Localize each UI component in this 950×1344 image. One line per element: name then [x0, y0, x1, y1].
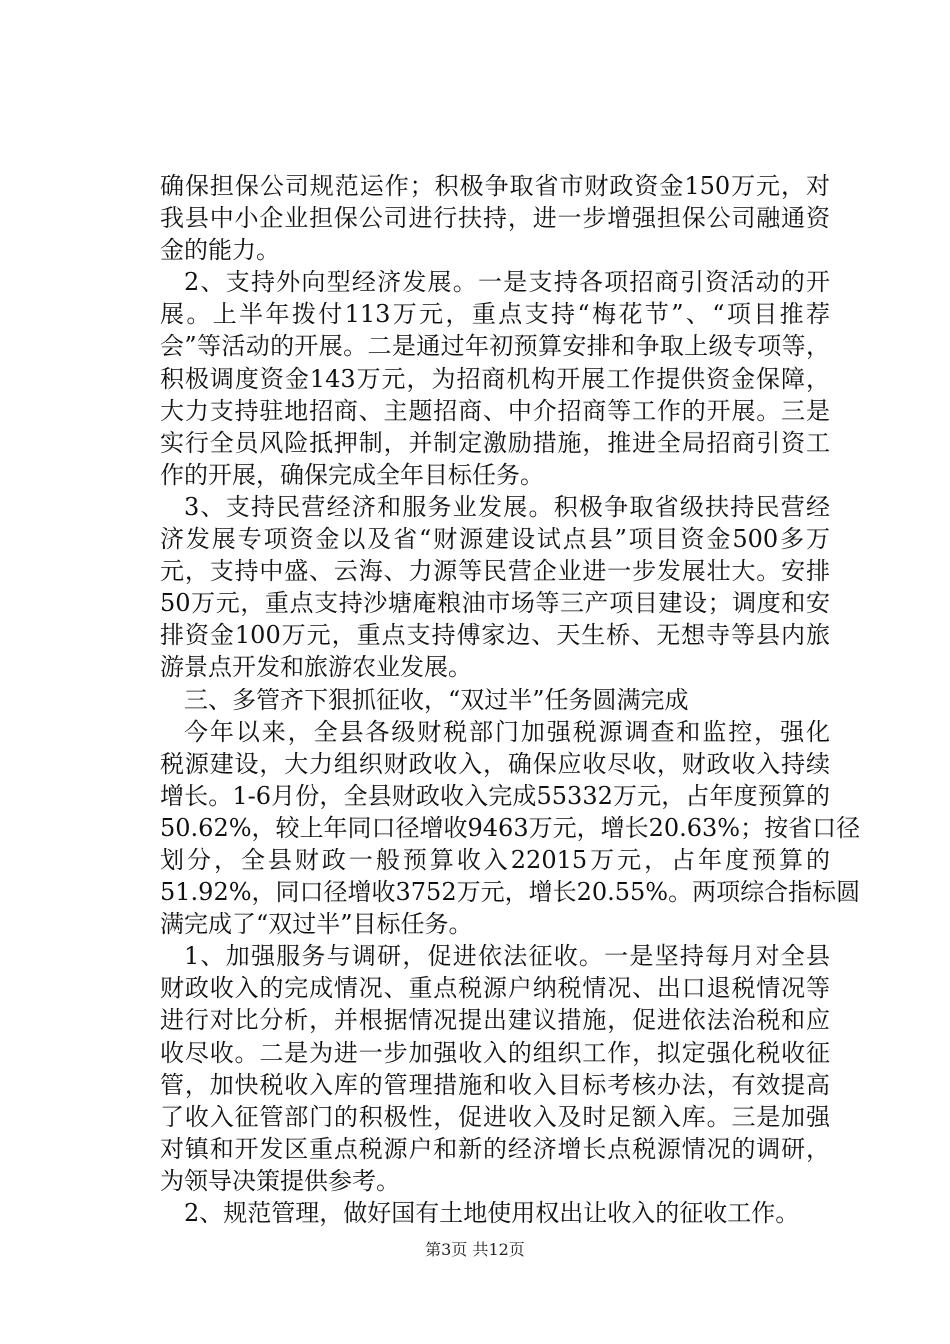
- text-line: 2、规范管理，做好国有土地使用权出让收入的征收工作。: [184, 1199, 800, 1227]
- page-footer: 第3页 共12页: [425, 1240, 525, 1259]
- text-line: 管，加快税收入库的管理措施和收入目标考核办法，有效提高: [160, 1070, 830, 1099]
- text-line: 50万元，重点支持沙塘庵粮油市场等三产项目建设；调度和安: [160, 589, 830, 618]
- text-line: 2、支持外向型经济发展。一是支持各项招商引资活动的开: [184, 268, 830, 297]
- text-line: 确保担保公司规范运作；积极争取省市财政资金150万元，对: [160, 172, 830, 200]
- text-line: 划分，全县财政一般预算收入22015万元，占年度预算的: [160, 845, 830, 874]
- text-line: 展。上半年拨付113万元，重点支持“梅花节”、“项目推荐: [160, 300, 830, 329]
- text-line: 1、加强服务与调研，促进依法征收。一是坚持每月对全县: [184, 942, 830, 971]
- text-line: 进行对比分析，并根据情况提出建议措施，促进依法治税和应: [160, 1006, 830, 1035]
- text-line: 财政收入的完成情况、重点税源户纳税情况、出口退税情况等: [160, 974, 830, 1003]
- text-line: 50.62%，较上年同口径增收9463万元，增长20.63%；按省口径: [160, 813, 861, 842]
- text-line: 游景点开发和旅游农业发展。: [160, 653, 472, 682]
- text-line: 排资金100万元，重点支持傅家边、天生桥、无想寺等县内旅: [160, 621, 830, 650]
- text-line: 大力支持驻地招商、主题招商、中介招商等工作的开展。三是: [160, 396, 830, 425]
- text-line: 积极调度资金143万元，为招商机构开展工作提供资金保障，: [160, 364, 830, 393]
- text-line: 51.92%，同口径增收3752万元，增长20.55%。两项综合指标圆: [160, 878, 861, 907]
- text-line: 了收入征管部门的积极性，促进收入及时足额入库。三是加强: [160, 1102, 830, 1131]
- text-line: 三、多管齐下狠抓征收，“双过半”任务圆满完成: [184, 685, 689, 714]
- text-line: 我县中小企业担保公司进行扶持，进一步增强担保公司融通资: [160, 204, 830, 233]
- text-line: 满完成了“双过半”目标任务。: [160, 910, 473, 939]
- text-line: 元，支持中盛、云海、力源等民营企业进一步发展壮大。安排: [160, 557, 830, 586]
- text-line: 今年以来，全县各级财税部门加强税源调查和监控，强化: [184, 717, 830, 746]
- document-body: [160, 170, 861, 1229]
- text-line: 作的开展，确保完成全年目标任务。: [160, 460, 544, 489]
- text-line: 税源建设，大力组织财政收入，确保应收尽收，财政收入持续: [160, 749, 830, 778]
- text-line: 3、支持民营经济和服务业发展。积极争取省级扶持民营经: [184, 492, 830, 521]
- text-line: 实行全员风险抵押制，并制定激励措施，推进全局招商引资工: [160, 428, 830, 457]
- text-line: 金的能力。: [160, 236, 280, 265]
- text-line: 收尽收。二是为进一步加强收入的组织工作，拟定强化税收征: [160, 1038, 830, 1067]
- text-line: 为领导决策提供参考。: [160, 1166, 400, 1195]
- text-line: 对镇和开发区重点税源户和新的经济增长点税源情况的调研，: [160, 1134, 830, 1163]
- text-line: 增长。1-6月份，全县财政收入完成55332万元，占年度预算的: [160, 781, 830, 810]
- text-line: 会”等活动的开展。二是通过年初预算安排和争取上级专项等，: [160, 332, 830, 361]
- text-line: 济发展专项资金以及省“财源建设试点县”项目资金500多万: [160, 525, 830, 554]
